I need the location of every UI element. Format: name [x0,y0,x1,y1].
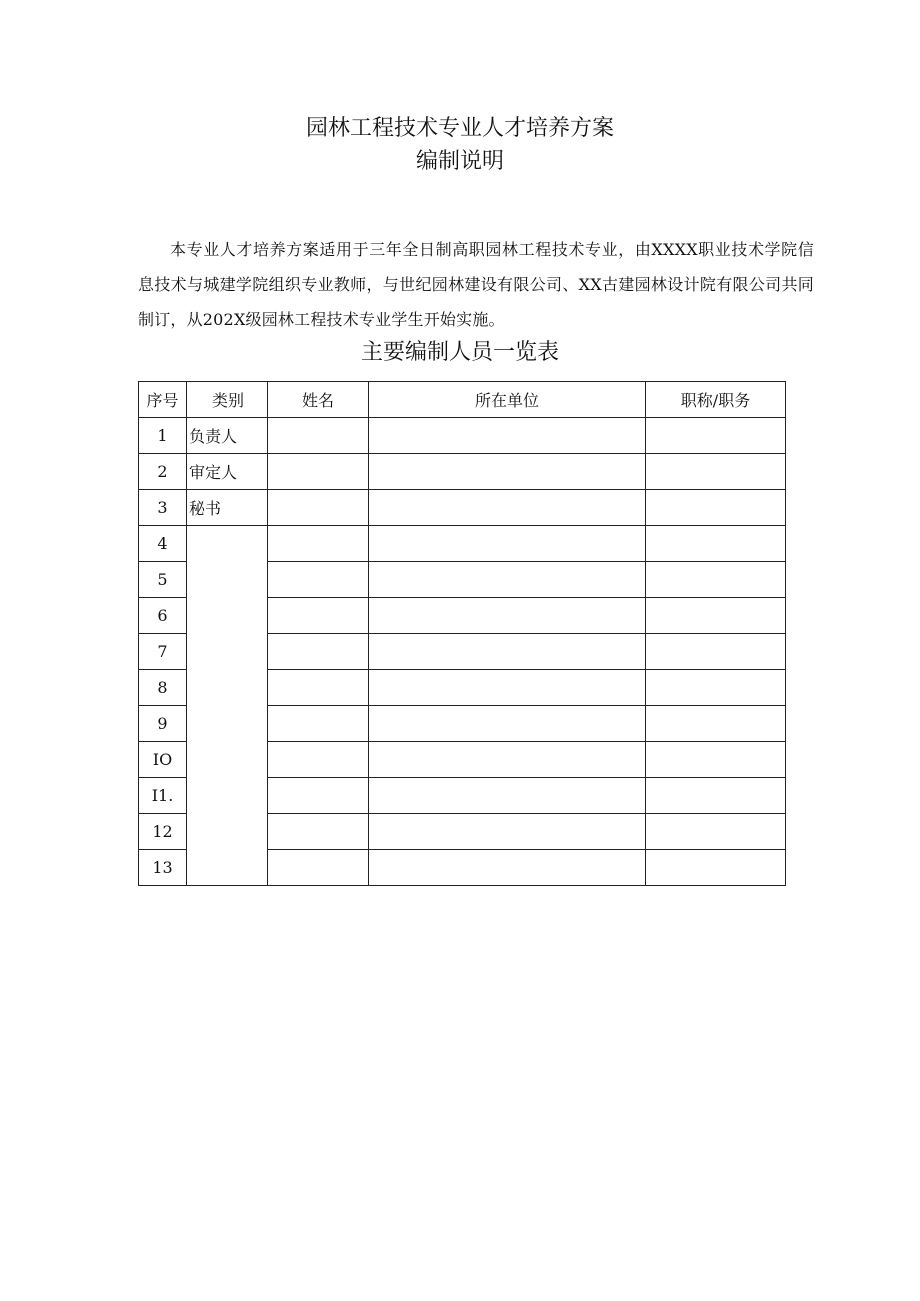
row-position-cell [646,778,786,814]
row-name-cell [268,850,369,886]
row-organization-cell [369,850,646,886]
header-category: 类别 [187,382,268,418]
row-no: 12 [139,814,187,850]
row-name-cell [268,742,369,778]
row-organization-cell [369,526,646,562]
row-name-cell [268,814,369,850]
row-position-cell [646,814,786,850]
row-no: 5 [139,562,187,598]
row-organization-cell [369,814,646,850]
row-no: 13 [139,850,187,886]
row-organization-cell [369,562,646,598]
row-no: 8 [139,670,187,706]
row-no: 2 [139,454,187,490]
row-no: IO [139,742,187,778]
row-no: 4 [139,526,187,562]
row-position-cell [646,706,786,742]
row-organization-cell [369,418,646,454]
row-no: 6 [139,598,187,634]
header-no: 序号 [139,382,187,418]
row-name-cell [268,562,369,598]
header-organization: 所在单位 [369,382,646,418]
header-position: 职称/职务 [646,382,786,418]
row-position-cell [646,454,786,490]
row-no: I1. [139,778,187,814]
row-position-cell [646,670,786,706]
row-category: 审定人 [187,454,268,490]
row-name-cell [268,778,369,814]
row-organization-cell [369,598,646,634]
row-name-cell [268,454,369,490]
document-subtitle: 编制说明 [415,149,504,174]
row-position-cell [646,742,786,778]
row-organization-cell [369,742,646,778]
row-no: 3 [139,490,187,526]
row-position-cell [646,526,786,562]
row-position-cell [646,562,786,598]
staff-table [138,381,786,886]
row-name-cell [268,634,369,670]
row-name-cell [268,418,369,454]
row-category: 秘书 [187,490,268,526]
row-no: 7 [139,634,187,670]
table-row [139,526,786,562]
row-name-cell [268,706,369,742]
table-row [139,454,786,490]
row-category: 负责人 [187,418,268,454]
table-row [139,490,786,526]
row-organization-cell [369,634,646,670]
header-name: 姓名 [268,382,369,418]
document-title: 园林工程技术专业人才培养方案 [305,116,614,141]
row-no: 9 [139,706,187,742]
row-organization-cell [369,670,646,706]
table-title: 主要编制人员一览表 [360,340,559,365]
row-position-cell [646,598,786,634]
row-name-cell [268,598,369,634]
row-organization-cell [369,778,646,814]
row-position-cell [646,490,786,526]
row-position-cell [646,850,786,886]
row-name-cell [268,490,369,526]
row-category-merged [187,526,268,886]
row-no: 1 [139,418,187,454]
row-position-cell [646,418,786,454]
row-organization-cell [369,706,646,742]
table-row [139,418,786,454]
intro-paragraph: 本专业人才培养方案适用于三年全日制高职园林工程技术专业，由XXXX职业技术学院信息技术与城建学院组织专业教师，与世纪园林建设有限公司、XX古建园林设计院有限公司共同制订，从202X级园林工程技术专业学生开始实施。 [138,240,814,329]
row-position-cell [646,634,786,670]
row-organization-cell [369,454,646,490]
row-name-cell [268,526,369,562]
row-name-cell [268,670,369,706]
table-header-row [139,382,786,418]
row-organization-cell [369,490,646,526]
